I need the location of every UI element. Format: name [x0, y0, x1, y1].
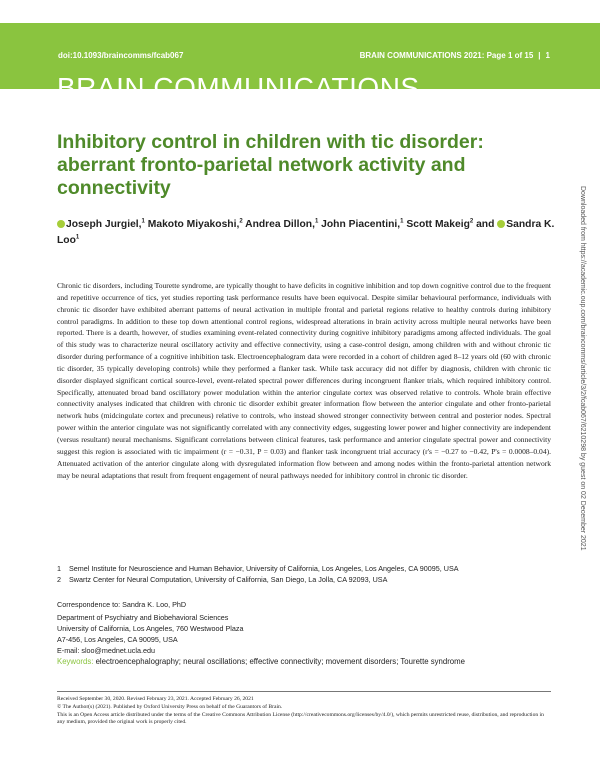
- author-affiliation-marker: 1: [75, 234, 80, 241]
- author-affiliation-marker: 2: [239, 218, 243, 225]
- author-affiliation-marker: 1: [400, 218, 404, 225]
- author-name: Joseph Jurgiel,: [66, 219, 142, 230]
- keywords: [57, 657, 551, 666]
- affiliation-number: 1: [57, 564, 61, 573]
- correspondence-line: Department of Psychiatry and Biobehavioral Sciences: [57, 613, 229, 622]
- orcid-icon[interactable]: [57, 220, 65, 228]
- download-watermark: [578, 186, 586, 586]
- author: [476, 219, 494, 230]
- orcid-icon[interactable]: [497, 220, 505, 228]
- correspondence-line: A7-456, Los Angeles, CA 90095, USA: [57, 635, 178, 644]
- keywords-label: Keywords:: [57, 657, 94, 666]
- journal-page-info: [360, 51, 550, 60]
- correspondence-heading: Correspondence to: Sandra K. Loo, PhD: [57, 600, 187, 609]
- affiliation-text: Semel Institute for Neuroscience and Human Behavior, University of California, Los Angeles, Los Angeles, CA 90095, USA: [69, 564, 459, 573]
- author: [245, 219, 318, 230]
- author: [57, 219, 145, 230]
- author-affiliation-marker: 1: [314, 218, 319, 225]
- author-list: [57, 217, 557, 249]
- abstract: Chronic tic disorders, including Tourette syndrome, are typically thought to have deficits in cognitive inhibition and top down cognitive control due to the frequent and repetitive occurrence of tics, yet studies reporting task performance results have been equivocal. Despite similar behavioural performance, individuals with chronic tic disorder have exhibited aberrant patterns of neural activation in multiple frontal and parietal regions relative to healthy controls during inhibitory control paradigms. In addition to these top down attentional control regions, widespread alterations in brain activity across multiple neural networks have been reported. There is a dearth, however, of studies examining event-related connectivity during cognitive inhibitory paradigms among affected individuals. The goal of this study was to characterize neural oscillatory activity and effective connectivity, using a case-control design, among children with and without chronic tic disorder during performance of a cognitive inhibition task. Electroencephalogram data were recorded in a cohort of children aged 8–12 years old (60 with chronic tic disorder, 35 typically developing controls) while they performed a flanker task. While task accuracy did not differ by diagnosis, children with chronic tic disorder displayed significant cortical source-level, event-related spectral power differences during incongruent flanker trials, which required inhibitory control. Specifically, attenuated broad band oscillatory power modulation within the anterior cingulate cortex was observed relative to controls. Whole brain effective connectivity analyses indicated that children with chronic tic disorder exhibit greater information flow between the anterior cingulate and other fronto-parietal network hubs (midcingulate cortex and precuneus) relative to controls, who instead showed stronger connectivity between central and posterior nodes. Spectral power within the anterior cingulate was not significantly correlated with any connectivity edges, suggesting lower power and higher connectivity are independent (versus resultant) neural mechanisms. Significant correlations between clinical features, task performance and anterior cingulate spectral power and connectivity suggest this region is associated with tic impairment (r = −0.31, P = 0.03) and flanker task incongruent trial accuracy (r's = −0.27 to −0.42, P's = 0.0008–0.04). Attenuated activation of the anterior cingulate along with dysregulated information flow between and among nodes within the fronto-parietal attention network may be neural adaptations that result from frequent engagement of neural pathways needed for inhibitory control in chronic tic disorder.: [57, 281, 551, 480]
- article-title: Inhibitory control in children with tic disorder: aberrant fronto-parietal network activity and connectivity: [57, 131, 484, 199]
- correspondence-email[interactable]: E-mail: sloo@mednet.ucla.edu: [57, 646, 155, 655]
- author-name: Scott Makeig: [406, 219, 470, 230]
- author-name: Makoto Miyakoshi,: [147, 219, 240, 230]
- author: [148, 219, 243, 230]
- doi-link[interactable]: doi:10.1093/braincomms/fcab067: [58, 51, 184, 60]
- correspondence: [57, 599, 551, 656]
- author-name: and: [476, 219, 495, 230]
- author-affiliation-marker: 2: [469, 218, 474, 225]
- affiliation-item: [57, 563, 551, 574]
- license-notice: This is an Open Access article distributed under the terms of the Creative Commons Attribution License (http://creativecommons.org/licenses/by/4.0/), which permits unrestricted reuse, distribution, and reproduction in any medium, provided the original work is properly cited.: [57, 711, 544, 726]
- author-name: Sandra K. Loo: [57, 219, 555, 246]
- author-name: John Piacentini,: [321, 219, 401, 230]
- copyright-notice: © The Author(s) (2021). Published by Oxford University Press on behalf of the Guarantors of Brain.: [57, 703, 283, 710]
- header-separator: |: [538, 51, 541, 60]
- author-affiliation-marker: 1: [141, 218, 145, 225]
- download-watermark-text: Downloaded from https://academic.oup.com/braincomms/article/3/2/fcab067/6210298 by guest on 02 December 2021: [579, 186, 586, 551]
- affiliation-item: [57, 574, 551, 585]
- page-number: 1: [545, 51, 550, 60]
- correspondence-line: University of California, Los Angeles, 760 Westwood Plaza: [57, 624, 244, 633]
- journal-banner: [0, 23, 600, 103]
- footer-divider: [57, 691, 551, 692]
- affiliation-number: 2: [57, 575, 61, 584]
- author: [406, 219, 473, 230]
- affiliations: [57, 563, 551, 585]
- author: [321, 219, 403, 230]
- author-name: Andrea Dillon,: [245, 219, 315, 230]
- article-footer: [57, 696, 551, 727]
- received-dates: Received September 30, 2020. Revised February 23, 2021. Accepted February 26, 2021: [57, 696, 254, 702]
- affiliation-text: Swartz Center for Neural Computation, University of California, San Diego, La Jolla, CA 92093, USA: [69, 575, 388, 584]
- journal-page-label: BRAIN COMMUNICATIONS 2021: Page 1 of 15: [359, 51, 534, 60]
- keywords-text: electroencephalography; neural oscillations; effective connectivity; movement disorders; Tourette syndrome: [95, 657, 465, 666]
- journal-logo: BRAIN COMMUNICATIONS: [57, 72, 420, 103]
